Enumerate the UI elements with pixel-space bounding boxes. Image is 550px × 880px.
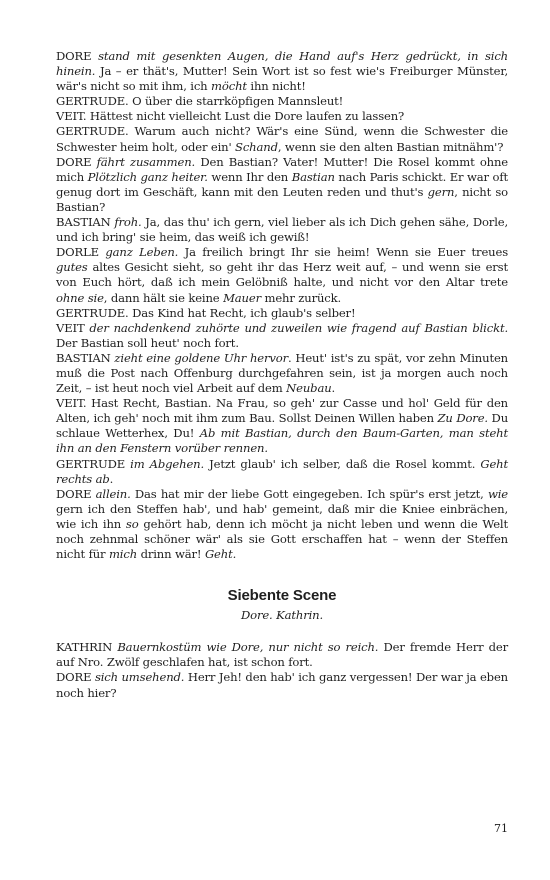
stage-direction: im Abgehen.	[130, 456, 205, 471]
text-run: ihn nicht!	[246, 79, 306, 94]
text-run: .	[331, 381, 336, 396]
stage-direction: mich	[108, 547, 138, 562]
text-run: BASTIAN	[56, 215, 115, 230]
text-run: DORE	[56, 670, 95, 685]
paragraph	[56, 215, 508, 245]
text-run: Den Bastian? Vater! Mutter! Die Rosel kommt ohne mich	[56, 154, 508, 184]
stage-direction: Geht.	[204, 547, 237, 562]
stage-direction: ohne sie	[56, 290, 104, 305]
stage-direction: fährt zusammen.	[96, 154, 196, 169]
text-run: , dann hält sie keine	[103, 290, 224, 305]
paragraph	[56, 670, 508, 700]
page-text	[56, 49, 508, 701]
stage-direction: Ab mit Bastian, durch den Baum-Garten, man steht ihn an den Fenstern vorüber rennen.	[56, 426, 508, 456]
stage-direction: Mauer	[223, 290, 261, 305]
text-run: DORE	[56, 486, 96, 501]
stage-direction: sich umsehend.	[94, 670, 185, 685]
text-run: GERTRUDE. O über die starrköpfigen Mannsleut!	[56, 94, 344, 109]
paragraph	[56, 351, 508, 396]
text-run: DORE	[56, 49, 99, 63]
paragraph	[56, 321, 508, 351]
text-run: altes Gesicht sieht, so geht ihr das Herz weit auf, – und wenn sie erst von Euch hört, daß ich mein Gelöbniß halte, und nicht vor den Altar trete	[56, 260, 508, 290]
stage-direction: Neubau	[286, 381, 332, 396]
paragraph	[56, 94, 508, 109]
paragraph	[56, 487, 508, 562]
text-run: Jetzt glaub' ich selber, daß die Rosel kommt.	[204, 456, 481, 471]
stage-direction: allein.	[95, 486, 131, 501]
text-run: KATHRIN	[56, 640, 118, 655]
paragraph	[56, 109, 508, 124]
text-run: GERTRUDE. Warum auch nicht? Wär's eine Sünd, wenn die Schwester die Schwester heim holt, oder ein'	[56, 124, 508, 154]
text-run: mehr zurück.	[260, 290, 342, 305]
stage-direction: Geht rechts ab	[56, 456, 509, 486]
paragraph	[56, 396, 508, 456]
scene-heading: Siebente Scene	[227, 587, 337, 605]
paragraph	[56, 49, 508, 94]
text-run: Ja freilich bringt Ihr sie heim! Wenn sie Euer treues	[178, 245, 508, 260]
stage-direction: möcht	[211, 79, 247, 94]
text-run: , wenn sie den alten Bastian mitnähm'?	[277, 139, 504, 154]
text-run: DORE	[56, 154, 97, 169]
text-run: drinn wär!	[137, 547, 205, 562]
page-number: 71	[494, 822, 508, 835]
text-run: GERTRUDE	[56, 456, 131, 471]
text-run: nach Paris schickt. Er war oft genug dort im Geschäft, kann mit den Leuten reden und thut's	[56, 169, 508, 199]
text-run: gehört hab, denn ich möcht ja nicht leben und wenn die Welt noch zehnmal schöner wär' als sie Gott erschaffen hat – wenn der Steffen nicht für	[56, 516, 508, 562]
text-run: . Heut' ist's zu spät, vor zehn Minuten muß die Post nach Offenburg durchgefahren sein, ist ja morgen auch noch Zeit, – ist heut noch viel Arbeit auf dem	[56, 350, 508, 396]
dialogue-block-2	[56, 640, 508, 700]
text-run: GERTRUDE. Das Kind hat Recht, ich glaub's selber!	[56, 305, 356, 320]
paragraph	[56, 306, 508, 321]
text-run: Ja – er thät's, Mutter! Sein Wort ist so fest wie's Freiburger Münster, wär's nicht so mit ihm, ich	[56, 64, 508, 94]
text-run: DORLE	[56, 245, 106, 260]
text-run: BASTIAN	[56, 350, 115, 365]
stage-direction: Plötzlich ganz heiter.	[87, 169, 208, 184]
text-run: Der Bastian soll heut' noch fort.	[56, 335, 239, 350]
scene-persons: Dore. Kathrin.	[240, 608, 324, 623]
paragraph	[56, 457, 508, 487]
text-run: wenn Ihr den	[207, 169, 292, 184]
stage-direction: gern	[427, 184, 455, 199]
stage-direction: wie	[487, 486, 508, 501]
stage-direction: Bastian	[291, 169, 335, 184]
paragraph	[56, 640, 508, 670]
text-run: , nicht so Bastian?	[56, 184, 508, 214]
text-run: VEIT. Hast Recht, Bastian. Na Frau, so geh' zur Casse und hol' Geld für den Alten, ich geh' noch mit ihm zum Bau. Sollst Deinen Willen haben	[56, 396, 508, 426]
text-run: Das hat mir der liebe Gott eingegeben. Ich spür's erst jetzt,	[130, 486, 488, 501]
text-run: VEIT	[56, 320, 90, 335]
paragraph	[56, 245, 508, 305]
paragraph	[56, 155, 508, 215]
stage-direction: der nachdenkend zuhörte und zuweilen wie fragend auf Bastian blickt.	[89, 320, 508, 335]
stage-direction: froh.	[114, 215, 142, 230]
text-run: gern ich den Steffen hab', und hab' gemeint, daß mir die Kniee einbrächen, wie ich ihn	[56, 501, 508, 531]
stage-direction: zieht eine goldene Uhr hervor	[114, 350, 289, 365]
paragraph	[56, 124, 508, 154]
stage-direction: gutes	[56, 260, 88, 275]
dialogue-block-1	[56, 49, 508, 562]
text-run: Ja, das thu' ich gern, viel lieber als ich Dich gehen sähe, Dorle, und ich bring' sie heim, das weiß ich gewiß!	[56, 215, 508, 245]
text-run: .	[109, 471, 114, 486]
text-run: VEIT. Hättest nicht vielleicht Lust die Dore laufen zu lassen?	[56, 109, 405, 124]
stage-direction: ganz Leben.	[105, 245, 179, 260]
text-run: Herr Jeh! den hab' ich ganz vergessen! Der war ja eben noch hier?	[56, 670, 508, 700]
stage-direction: Bauernkostüm wie Dore, nur nicht so reich.	[117, 640, 379, 655]
stage-direction: stand mit gesenkten Augen, die Hand auf's Herz gedrückt, in sich hinein.	[56, 49, 508, 79]
text-run: Der fremde Herr der auf Nro. Zwölf geschlafen hat, ist schon fort.	[56, 640, 509, 670]
stage-direction: Zu Dore.	[437, 411, 488, 426]
stage-direction: Schand	[235, 139, 278, 154]
text-run: Du schlaue Wetterhex, Du!	[56, 411, 509, 441]
stage-direction: so	[125, 516, 139, 531]
